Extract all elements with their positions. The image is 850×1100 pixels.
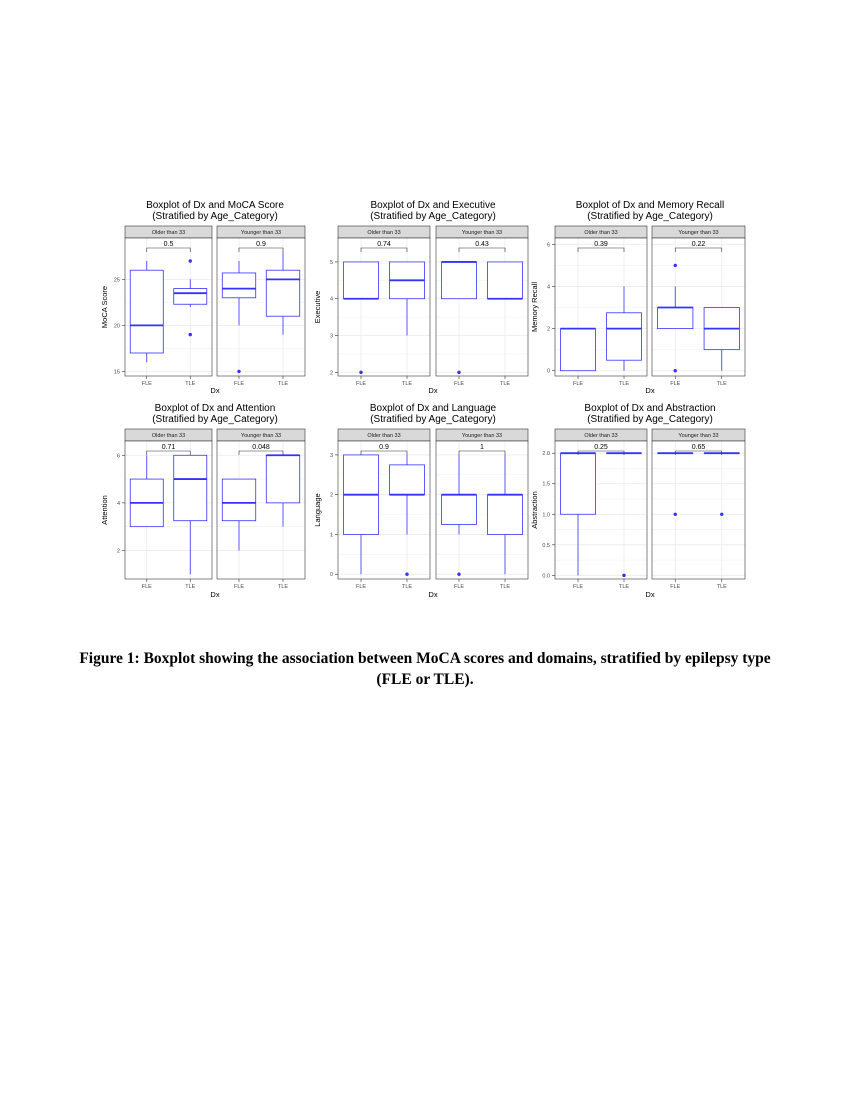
box-iqr: [222, 479, 255, 521]
y-tick-label: 0: [546, 368, 550, 375]
y-tick-label: 2: [329, 492, 333, 499]
p-value-label: 0.65: [691, 444, 706, 451]
x-tick-label: FLE: [453, 381, 465, 387]
p-value-label: 0.74: [377, 241, 391, 248]
outlier-point: [189, 259, 192, 262]
x-tick-label: TLE: [401, 584, 413, 590]
facet-younger: [436, 226, 528, 387]
y-axis-label: Executive: [313, 290, 322, 324]
x-tick-label: FLE: [141, 381, 152, 387]
box-iqr: [344, 262, 379, 299]
y-tick-label: 1: [329, 532, 333, 539]
outlier-point: [237, 370, 240, 373]
chart-title: Boxplot of Dx and Language: [369, 403, 497, 414]
box-iqr: [561, 453, 596, 514]
box-iqr: [607, 313, 642, 360]
y-tick-label: 1.0: [542, 512, 550, 519]
facet-older: [125, 226, 212, 387]
y-tick-label: 3: [329, 452, 333, 459]
p-value-label: 0.71: [161, 444, 176, 451]
facet-younger: [436, 429, 528, 590]
box-iqr: [488, 262, 523, 299]
box-iqr: [174, 289, 207, 305]
chart-title: Boxplot of Dx and MoCA Score: [146, 200, 284, 211]
facet-strip-label: Older than 33: [367, 230, 401, 237]
x-tick-label: FLE: [355, 584, 367, 590]
chart-2: [313, 200, 528, 395]
x-tick-label: TLE: [277, 584, 289, 590]
x-tick-label: FLE: [572, 381, 584, 387]
x-axis-label: Dx: [210, 590, 220, 599]
facet-strip-label: Older than 33: [584, 230, 618, 237]
x-tick-label: TLE: [618, 381, 630, 387]
outlier-point: [359, 371, 362, 374]
chart-1: [100, 200, 305, 395]
box-tle: [488, 262, 523, 299]
box-iqr: [658, 308, 693, 329]
chart-subtitle: (Stratified by Age_Category): [587, 414, 713, 425]
chart-6: [530, 403, 745, 599]
p-value-label: 1: [480, 444, 484, 451]
chart-subtitle: (Stratified by Age_Category): [370, 211, 496, 222]
x-tick-label: FLE: [670, 584, 681, 590]
chart-subtitle: (Stratified by Age_Category): [370, 414, 496, 425]
facet-younger: [217, 429, 305, 590]
y-tick-label: 0: [329, 572, 333, 579]
x-tick-label: TLE: [185, 584, 196, 590]
y-axis-label: Abstraction: [530, 491, 539, 529]
x-tick-label: TLE: [185, 381, 196, 387]
box-iqr: [390, 465, 425, 495]
facet-older: [338, 226, 430, 387]
y-tick-label: 4: [546, 284, 550, 291]
outlier-point: [457, 371, 460, 374]
outlier-point: [674, 264, 677, 267]
y-axis-label: MoCA Score: [100, 285, 109, 329]
chart-title: Boxplot of Dx and Executive: [370, 200, 496, 211]
x-axis-label: Dx: [210, 386, 220, 395]
panel-background: [652, 441, 745, 579]
y-tick-label: 4: [329, 296, 333, 303]
outlier-point: [622, 574, 625, 577]
p-value-label: 0.25: [594, 444, 608, 451]
x-axis-label: Dx: [428, 590, 438, 599]
x-tick-label: FLE: [453, 584, 465, 590]
facet-strip-label: Younger than 33: [461, 433, 503, 440]
y-tick-label: 6: [116, 453, 120, 460]
x-tick-label: FLE: [233, 381, 245, 387]
box-iqr: [561, 329, 596, 371]
x-tick-label: TLE: [618, 584, 630, 590]
p-value-label: 0.048: [252, 444, 270, 451]
y-tick-label: 2: [546, 326, 550, 333]
facet-strip-label: Older than 33: [584, 433, 618, 440]
figure-caption: Figure 1: Boxplot showing the association between MoCA scores and domains, stratified by epilepsy type (FLE or TLE).: [79, 650, 771, 688]
box-fle: [561, 329, 596, 371]
chart-subtitle: (Stratified by Age_Category): [587, 211, 713, 222]
y-tick-label: 4: [116, 500, 120, 507]
y-tick-label: 0.0: [542, 573, 550, 580]
chart-subtitle: (Stratified by Age_Category): [152, 414, 278, 425]
facet-strip-label: Younger than 33: [678, 230, 719, 237]
facet-younger: [217, 226, 305, 387]
facet-strip-label: Older than 33: [151, 433, 186, 440]
box-iqr: [442, 495, 477, 525]
y-tick-label: 2.0: [542, 451, 550, 458]
x-tick-label: TLE: [716, 381, 727, 387]
facet-younger: [652, 226, 745, 387]
y-tick-label: 15: [113, 369, 120, 376]
y-tick-label: 2: [116, 548, 120, 555]
outlier-point: [674, 369, 677, 372]
p-value-label: 0.9: [256, 241, 266, 248]
facet-strip-label: Younger than 33: [240, 230, 282, 237]
x-tick-label: FLE: [572, 584, 584, 590]
y-tick-label: 25: [113, 277, 120, 284]
box-fle: [130, 261, 163, 362]
panel-background: [338, 238, 430, 376]
x-axis-label: Dx: [645, 386, 655, 395]
outlier-point: [405, 573, 408, 576]
y-tick-label: 1.5: [542, 481, 550, 488]
x-tick-label: FLE: [670, 381, 681, 387]
y-tick-label: 3: [329, 333, 333, 340]
chart-title: Boxplot of Dx and Abstraction: [584, 403, 716, 414]
chart-5: [313, 403, 528, 599]
box-iqr: [488, 495, 523, 535]
p-value-label: 0.43: [475, 241, 489, 248]
chart-title: Boxplot of Dx and Attention: [154, 403, 276, 414]
facet-strip-label: Older than 33: [151, 230, 186, 237]
outlier-point: [189, 333, 192, 336]
y-axis-label: Language: [313, 493, 322, 527]
x-tick-label: FLE: [141, 584, 152, 590]
chart-title: Boxplot of Dx and Memory Recall: [575, 200, 725, 211]
x-tick-label: TLE: [716, 584, 727, 590]
outlier-point: [720, 513, 723, 516]
box-iqr: [222, 273, 255, 298]
facet-younger: [652, 429, 745, 590]
p-value-label: 0.5: [163, 241, 174, 248]
y-tick-label: 5: [329, 259, 333, 266]
box-iqr: [266, 455, 299, 503]
y-tick-label: 2: [329, 370, 333, 377]
y-tick-label: 20: [113, 323, 120, 330]
facet-older: [125, 429, 212, 590]
y-axis-label: Memory Recall: [530, 281, 539, 333]
box-iqr: [442, 262, 477, 299]
x-tick-label: TLE: [401, 381, 413, 387]
x-axis-label: Dx: [645, 590, 655, 599]
outlier-point: [674, 513, 677, 516]
facet-older: [555, 226, 647, 387]
x-tick-label: TLE: [499, 381, 511, 387]
facet-older: [555, 429, 647, 590]
x-axis-label: Dx: [428, 386, 438, 395]
x-tick-label: FLE: [355, 381, 367, 387]
y-tick-label: 6: [546, 242, 550, 249]
facet-older: [338, 429, 430, 590]
box-iqr: [130, 270, 163, 353]
y-axis-label: Attention: [100, 495, 109, 525]
facet-strip-label: Younger than 33: [678, 433, 719, 440]
y-tick-label: 0.5: [542, 542, 550, 549]
p-value-label: 0.22: [691, 241, 706, 248]
chart-3: [530, 200, 745, 395]
outlier-point: [457, 573, 460, 576]
box-iqr: [266, 270, 299, 316]
x-tick-label: TLE: [277, 381, 289, 387]
x-tick-label: FLE: [233, 584, 245, 590]
chart-4: [100, 403, 305, 599]
facet-strip-label: Older than 33: [367, 433, 401, 440]
chart-subtitle: (Stratified by Age_Category): [152, 211, 278, 222]
panel-background: [436, 238, 528, 376]
p-value-label: 0.39: [594, 241, 608, 248]
box-iqr: [174, 455, 207, 520]
x-tick-label: TLE: [499, 584, 511, 590]
p-value-label: 0.9: [379, 444, 389, 451]
facet-strip-label: Younger than 33: [240, 433, 282, 440]
facet-strip-label: Younger than 33: [461, 230, 503, 237]
